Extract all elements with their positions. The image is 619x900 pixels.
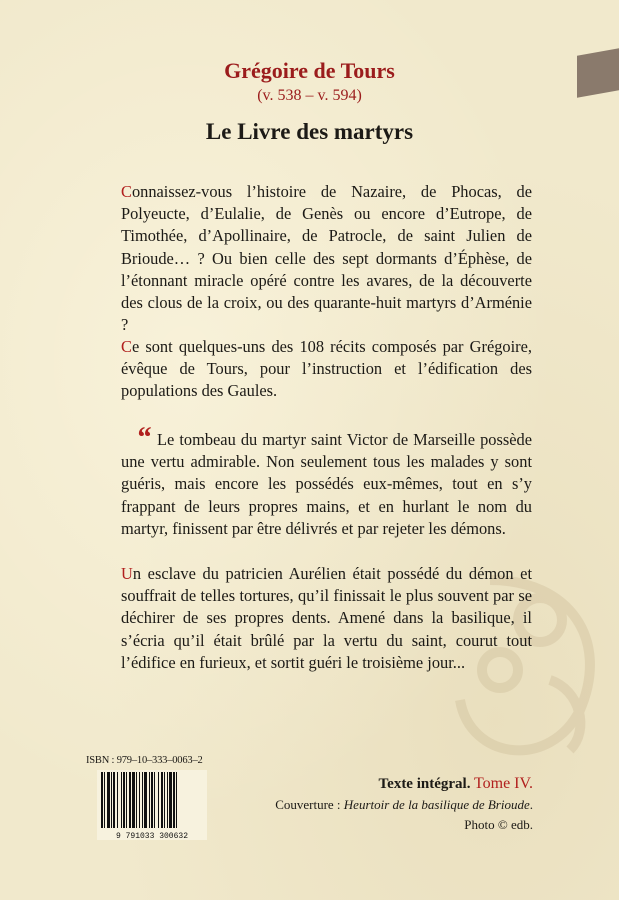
barcode-bar [158, 772, 159, 828]
barcode-bar [123, 772, 125, 828]
opening-quote-mark: “ [136, 421, 151, 454]
barcode-bar [142, 772, 143, 828]
barcode-bar [136, 772, 137, 828]
couverture-end: . [529, 797, 533, 812]
drop-initial: C [121, 182, 132, 201]
barcode-bar [167, 772, 168, 828]
intro-paragraph-2 [121, 336, 532, 403]
barcode-bar [129, 772, 131, 828]
couverture-title: Heurtoir de la basilique de Brioude [343, 797, 530, 812]
intro-paragraph-1-text: onnaissez-vous l’histoire de Nazaire, de Phocas, de Polyeucte, d’Eulalie, de Genès ou encore d’Eutrope, de Timothée, d’Apollinaire, de Patrocle, de saint Julien de Brioude… ? Ou bien celle des sept dormants d’Éphèse, de l’étonnant miracle opéré contre les avares, de la découverte des clous de la croix, ou des quarante-huit martyrs d’Arménie ? [121, 182, 532, 335]
barcode-bar [126, 772, 127, 828]
excerpt-paragraph-1 [121, 429, 532, 540]
barcode-bar [161, 772, 163, 828]
credits-block [275, 774, 533, 835]
barcode-bar [111, 772, 112, 828]
barcode-bar [144, 772, 147, 828]
intro-paragraph-2-text: e sont quelques-uns des 108 récits composés par Grégoire, évêque de Tours, pour l’instruction et l’édification des populations des Gaules. [121, 337, 532, 401]
drop-initial: U [121, 564, 133, 583]
barcode-bar [107, 772, 110, 828]
barcode-bar [164, 772, 165, 828]
drop-initial: C [121, 337, 132, 356]
barcode-bar [101, 772, 103, 828]
author-name: Grégoire de Tours [224, 58, 395, 83]
isbn-label: ISBN : 979–10–333–0063–2 [86, 755, 203, 766]
barcode-bar [139, 772, 140, 828]
barcode-bar [104, 772, 105, 828]
barcode-bar [121, 772, 122, 828]
author-dates: (v. 538 – v. 594) [257, 87, 362, 104]
couverture-label: Couverture : [275, 797, 344, 812]
barcode-digits: 9 791033 300632 [115, 832, 189, 840]
barcode-bar [117, 772, 118, 828]
barcode-bar [173, 772, 175, 828]
book-title: Le Livre des martyrs [205, 119, 414, 144]
barcode [97, 770, 207, 840]
barcode-bar [176, 772, 177, 828]
tome-label: Tome IV. [473, 775, 533, 792]
barcode-bar [113, 772, 115, 828]
texte-integral-label: Texte intégral. [378, 776, 471, 792]
photo-credit: Photo © edb. [464, 817, 533, 832]
barcode-bar [151, 772, 153, 828]
excerpt-paragraph-1-text: Le tombeau du martyr saint Victor de Marseille possède une vertu admirable. Non seulement tous les malades y sont guéris, mais encore les possédés eux-mêmes, tout en s’y frappant de leurs propres mains, et en hurlant le nom du martyr, finissent par être délivrés et par rejeter les démons. [121, 430, 532, 538]
excerpt-paragraph-2-text: n esclave du patricien Aurélien était possédé du démon et souffrait de telles tortures, qu’il finissait le plus souvent par se déchirer de ses propres dents. Amené dans la basilique, il s’écria qu’il était brûlé par la vertu du saint, courut tout l’édifice en furieux, et sortit guéri le troisième jour... [121, 564, 532, 672]
barcode-bar [169, 772, 172, 828]
barcode-bar [149, 772, 150, 828]
barcode-bar [132, 772, 135, 828]
intro-paragraph-1 [121, 181, 532, 336]
barcode-bar [154, 772, 155, 828]
couverture-line [275, 795, 533, 815]
excerpt-paragraph-2 [121, 563, 532, 674]
